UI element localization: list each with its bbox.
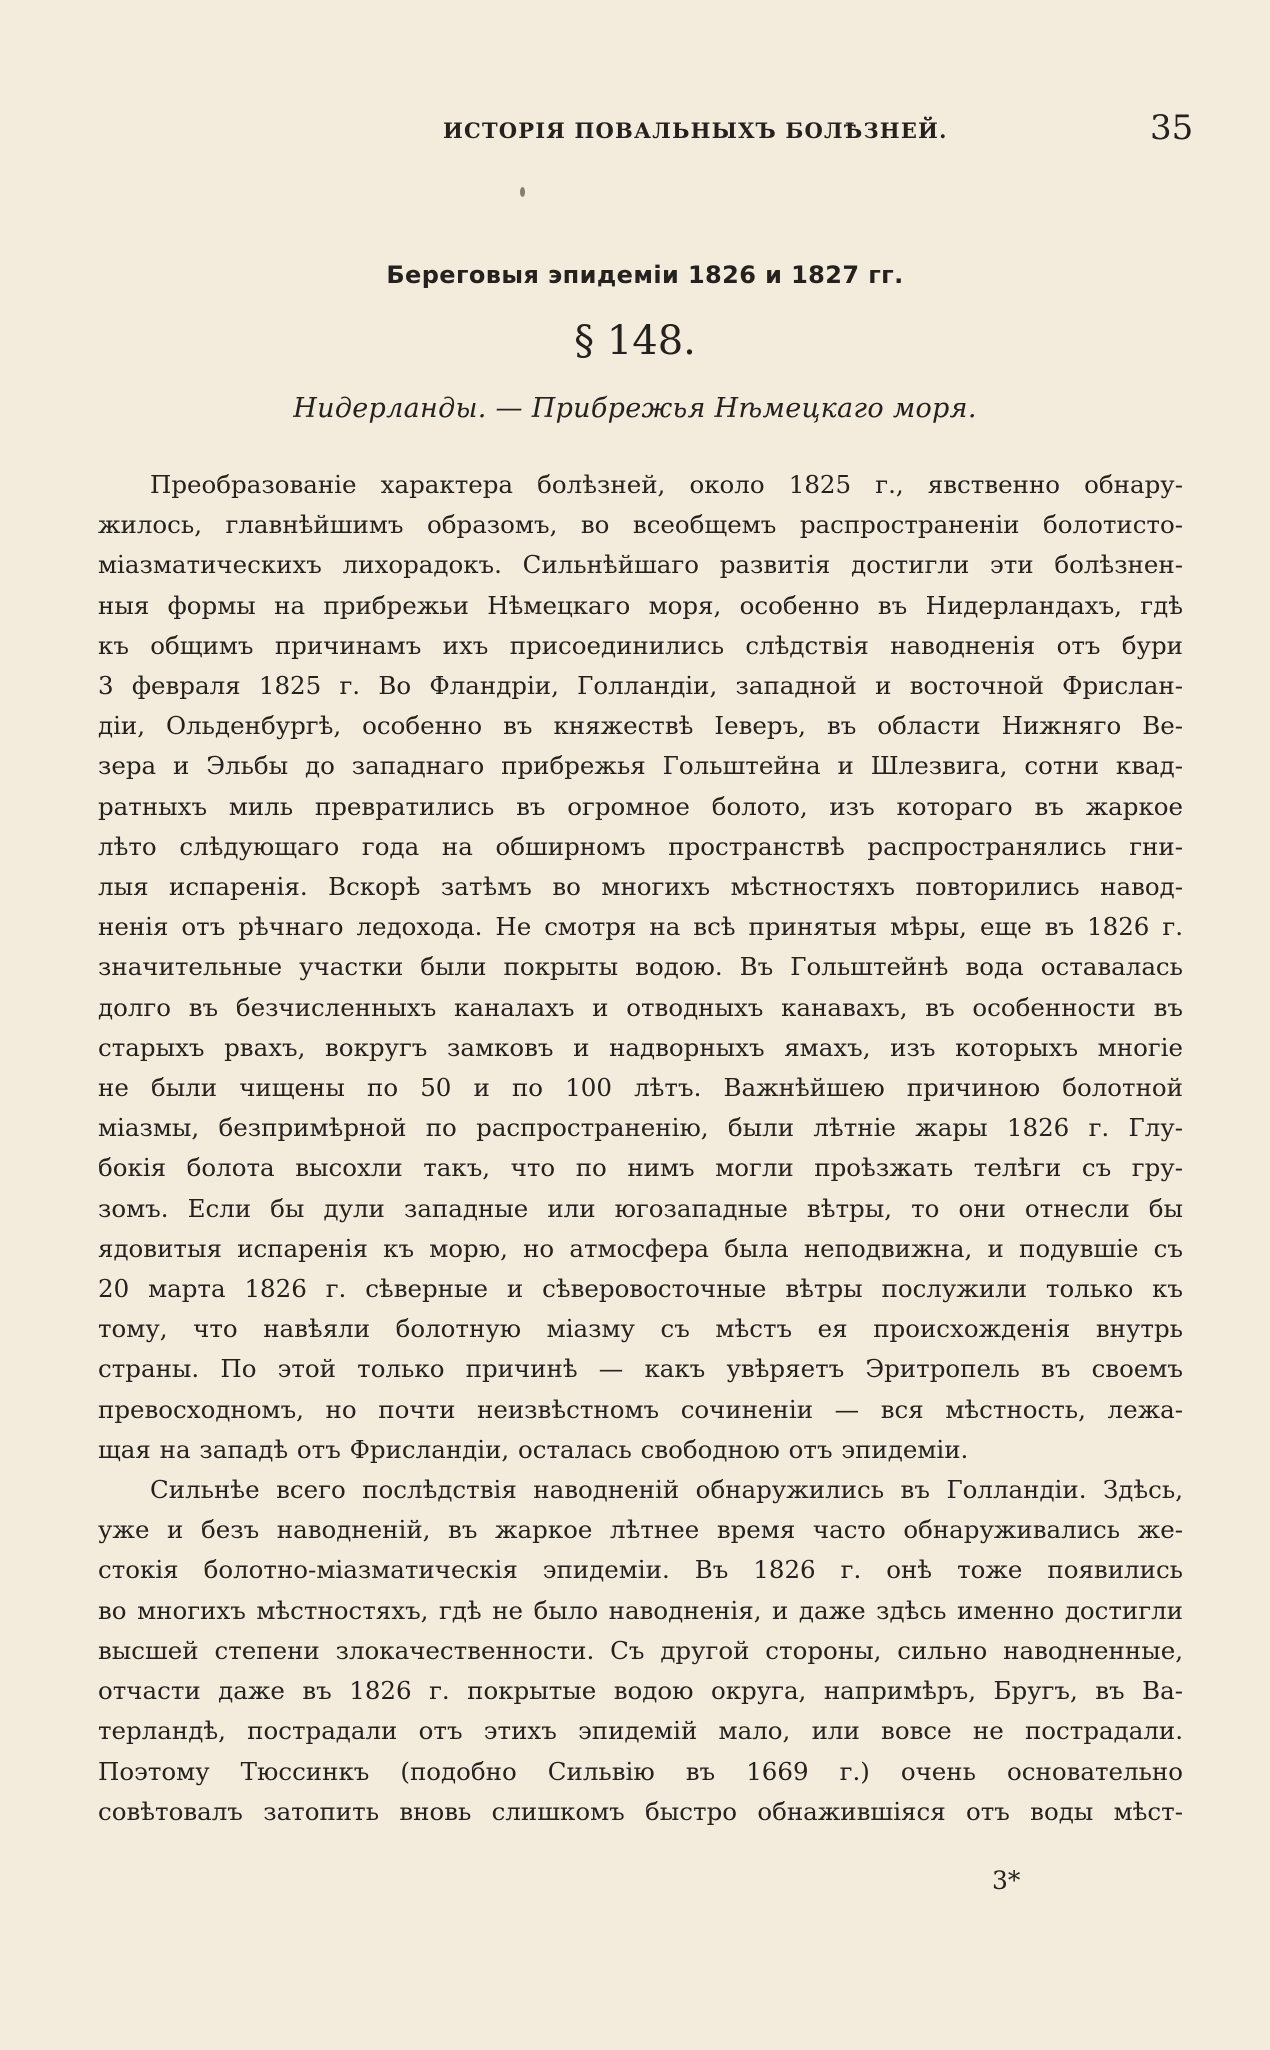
text-line: уже и безъ наводненій, въ жаркое лѣтнее время часто обнаруживались же-: [98, 1515, 1183, 1545]
text-line: Преобразованіе характера болѣзней, около 1825 г., явственно обнару-: [150, 470, 1183, 499]
text-line: щая на западѣ отъ Фрисландіи, осталась свободною отъ эпидеміи.: [98, 1434, 969, 1464]
text-line: долго въ безчисленныхъ каналахъ и отводныхъ канавахъ, въ особенности въ: [98, 992, 1183, 1022]
text-line: бокія болота высохли такъ, что по нимъ могли проѣзжать телѣги съ гру-: [98, 1153, 1183, 1183]
text-line: жилось, главнѣйшимъ образомъ, во всеобщемъ распространеніи болотисто-: [98, 510, 1183, 540]
text-line: страны. По этой только причинѣ — какъ увѣряетъ Эритропель въ своемъ: [98, 1354, 1183, 1384]
text-line: ненія отъ рѣчнаго ледохода. Не смотря на всѣ принятыя мѣры, еще въ 1826 г.: [98, 912, 1183, 942]
text-line: міазмы, безпримѣрной по распространенію, были лѣтніе жары 1826 г. Глу-: [98, 1113, 1183, 1143]
section-heading: Береговыя эпидеміи 1826 и 1827 гг.: [386, 261, 904, 289]
text-line: терландѣ, пострадали отъ этихъ эпидемій мало, или вовсе не пострадали.: [98, 1716, 1183, 1746]
ink-spot-decoration: [520, 187, 525, 197]
running-title: ИСТОРІЯ ПОВАЛЬНЫХЪ БОЛѢЗНЕЙ.: [443, 118, 948, 143]
text-line: къ общимъ причинамъ ихъ присоединились слѣдствія наводненія отъ бури: [98, 630, 1183, 660]
text-line: зомъ. Если бы дули западные или югозападные вѣтры, то они отнесли бы: [98, 1193, 1183, 1223]
text-line: высшей степени злокачественности. Съ другой стороны, сильно наводненные,: [98, 1635, 1183, 1665]
main-text: [98, 465, 1183, 1832]
text-line: лѣто слѣдующаго года на обширномъ пространствѣ распространялись гни-: [98, 831, 1183, 861]
text-line: лыя испаренія. Вскорѣ затѣмъ во многихъ мѣстностяхъ повторились навод-: [98, 872, 1183, 902]
text-line: значительные участки были покрыты водою. Въ Гольштейнѣ вода оставалась: [98, 952, 1183, 982]
text-line: Сильнѣе всего послѣдствія наводненій обнаружились въ Голландіи. Здѣсь,: [150, 1475, 1183, 1505]
text-line: старыхъ рвахъ, вокругъ замковъ и надворныхъ ямахъ, изъ которыхъ многіе: [98, 1032, 1183, 1062]
text-line: во многихъ мѣстностяхъ, гдѣ не было наводненія, и даже здѣсь именно достигли: [98, 1595, 1183, 1625]
text-line: не были чищены по 50 и по 100 лѣтъ. Важнѣйшею причиною болотной: [98, 1073, 1183, 1103]
signature-mark: 3*: [992, 1866, 1021, 1895]
section-number: § 148.: [574, 318, 696, 364]
text-line: ратныхъ миль превратились въ огромное болото, изъ котораго въ жаркое: [98, 791, 1183, 821]
text-line: 3 февраля 1825 г. Во Фландріи, Голландіи, западной и восточной Фрислан-: [98, 671, 1183, 701]
text-line: стокія болотно-міазматическія эпидеміи. Въ 1826 г. онѣ тоже появились: [98, 1555, 1183, 1585]
text-line: 20 марта 1826 г. сѣверные и сѣверовосточные вѣтры послужили только къ: [98, 1274, 1183, 1304]
text-line: отчасти даже въ 1826 г. покрытые водою округа, напримѣръ, Бругъ, въ Ва-: [98, 1676, 1183, 1706]
text-line: міазматическихъ лихорадокъ. Сильнѣйшаго развитія достигли эти болѣзнен-: [98, 550, 1183, 580]
text-line: зера и Эльбы до западнаго прибрежья Гольштейна и Шлезвига, сотни квад-: [98, 751, 1183, 781]
text-line: превосходномъ, но почти неизвѣстномъ сочиненіи — вся мѣстность, лежа-: [98, 1394, 1183, 1424]
text-line: ядовитыя испаренія къ морю, но атмосфера была неподвижна, и подувшіе съ: [98, 1233, 1183, 1263]
section-subtitle: Нидерланды. — Прибрежья Нѣмецкаго моря.: [293, 393, 977, 424]
page-number: 35: [1150, 108, 1194, 148]
text-line: діи, Ольденбургѣ, особенно въ княжествѣ Іеверъ, въ области Нижняго Ве-: [98, 711, 1183, 741]
text-line: совѣтовалъ затопить вновь слишкомъ быстро обнажившіяся отъ воды мѣст-: [98, 1796, 1183, 1826]
text-line: тому, что навѣяли болотную міазму съ мѣстъ ея происхожденія внутрь: [98, 1314, 1183, 1344]
text-line: ныя формы на прибрежьи Нѣмецкаго моря, особенно въ Нидерландахъ, гдѣ: [98, 590, 1183, 620]
text-line: Поэтому Тюссинкъ (подобно Сильвію въ 1669 г.) очень основательно: [98, 1756, 1183, 1786]
